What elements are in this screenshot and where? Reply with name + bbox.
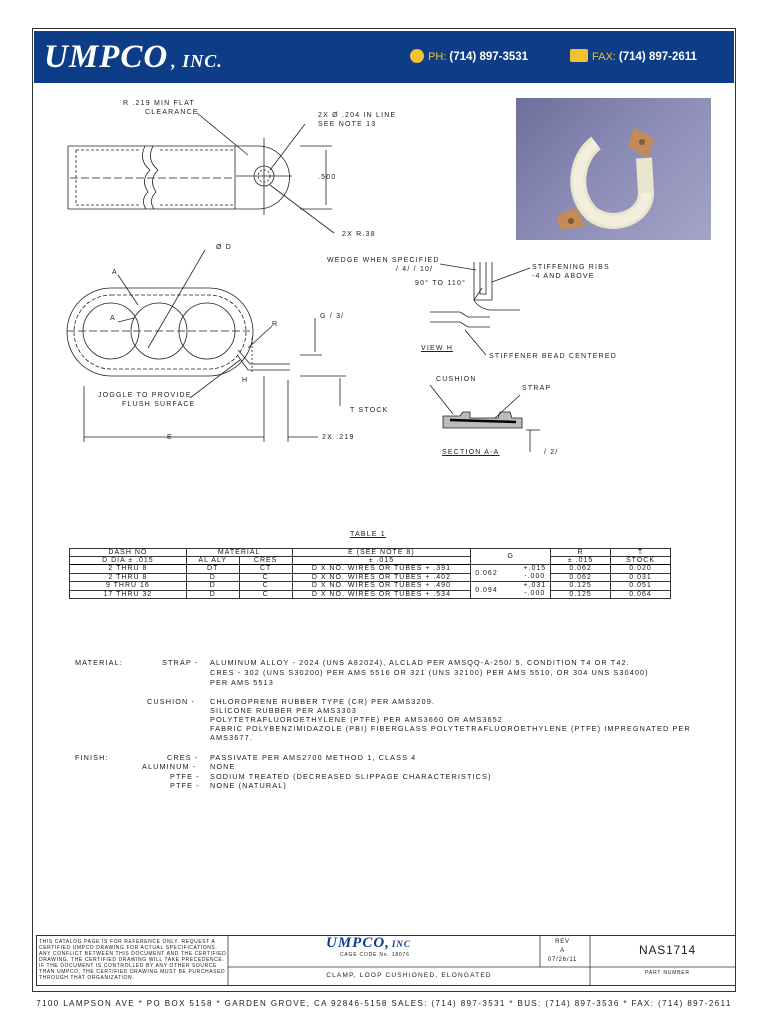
h-label: H bbox=[242, 377, 249, 384]
front-view bbox=[67, 250, 346, 442]
e219-label: 2X .219 bbox=[322, 434, 355, 441]
a-top-label: A bbox=[112, 269, 118, 276]
section-label: SECTION A-A bbox=[442, 449, 500, 456]
clearance-label: CLEARANCE bbox=[145, 109, 199, 116]
table-row: 2 THRU 8 D C D X NO. WIRES OR TUBES + .402 0.062 0.031 bbox=[70, 573, 671, 582]
disclaimer-text: THIS CATALOG PAGE IS FOR REFERENCE ONLY. REQUEST A CERTIFIED UMPCO DRAWING FOR ACTUAL SPECIFICATIONS. ANY CONFLICT BETWEEN THIS DOCUMENT AND THE CERTIFIED DRAWING, THE CERTIFIED DRAWING WILL TAKE PRECEDENCE. IF THE DOCUMENT IS CONTROLLED BY ANY OTHER SOURCE THAN UMPCO, THE CERTIFIED DRAWING MUST BE PURCHASED THROUGH THAT ORGANIZATION. bbox=[39, 939, 227, 981]
cushion-label: CUSHION bbox=[436, 376, 477, 383]
g-cell-1: 0.062 +.015 -.000 bbox=[471, 565, 551, 582]
ribs-label-2: -4 AND ABOVE bbox=[532, 273, 595, 280]
header-cres: CRES bbox=[239, 557, 292, 565]
see-note-label: SEE NOTE 13 bbox=[318, 121, 377, 128]
g-cell-2: 0.094 +.031 -.000 bbox=[471, 582, 551, 599]
e-label: E bbox=[167, 434, 173, 441]
top-view bbox=[68, 113, 337, 233]
part-title: CLAMP, LOOP CUSHIONED, ELONGATED bbox=[326, 972, 492, 979]
view-h bbox=[430, 262, 530, 355]
revision-block: REV A 07/26/11 bbox=[547, 939, 578, 963]
part-number: NAS1714 bbox=[639, 943, 696, 957]
spec-table bbox=[69, 548, 671, 599]
strap-label: STRAP bbox=[522, 385, 552, 392]
cage-code: CAGE CODE No. 18076 bbox=[340, 952, 410, 958]
a-bottom-label: A bbox=[110, 315, 116, 322]
joggle-label-2: FLUSH SURFACE bbox=[122, 401, 196, 408]
ribs-label-1: STIFFENING RIBS bbox=[532, 264, 610, 271]
header-dash: DASH NO bbox=[70, 549, 187, 557]
bead-label: STIFFENER BEAD CENTERED bbox=[489, 353, 617, 360]
material-heading: MATERIAL: bbox=[75, 658, 123, 667]
table-row: 2 THRU 8 DT CT D X NO. WIRES OR TUBES + .391 0.062 +.015 -.000 0.062 0.020 bbox=[70, 565, 671, 574]
header-r: R bbox=[551, 549, 611, 557]
footer-logo: UMPCO, INC bbox=[326, 935, 411, 951]
r-label: R bbox=[272, 321, 279, 328]
company-address: 7100 LAMPSON AVE * PO BOX 5158 * GARDEN GROVE, CA 92846-5158 SALES: (714) 897-3531 * BUS: (714) 897-3536 * FAX: (714) 897-2611 bbox=[36, 999, 732, 1008]
dim-500-label: .500 bbox=[318, 174, 337, 181]
wedge-label-2: / 4/ / 10/ bbox=[396, 266, 434, 273]
header-r-sub: ± .015 bbox=[551, 557, 611, 565]
table-row: 17 THRU 32 D C D X NO. WIRES OR TUBES + .534 0.125 0.064 bbox=[70, 590, 671, 599]
header-e-sub: ± .015 bbox=[292, 557, 471, 565]
view-h-label: VIEW H bbox=[421, 345, 454, 352]
part-number-label: PART NUMBER bbox=[645, 970, 690, 976]
t-stock-label: T STOCK bbox=[350, 407, 389, 414]
header-g: G bbox=[471, 549, 551, 565]
r38-label: 2X R.38 bbox=[342, 231, 376, 238]
phone-contact: PH: (714) 897-3531 bbox=[410, 49, 528, 64]
header-t-sub: STOCK bbox=[611, 557, 671, 565]
header-dash-sub: D DIA ± .015 bbox=[70, 557, 187, 565]
hole-label: 2X Ø .204 IN LINE bbox=[318, 112, 397, 119]
table-title: TABLE 1 bbox=[350, 531, 386, 538]
fax-contact: FAX: (714) 897-2611 bbox=[570, 49, 697, 64]
header-e: E (SEE NOTE 8) bbox=[292, 549, 471, 557]
header-t: T bbox=[611, 549, 671, 557]
strap-key: STRAP - bbox=[162, 658, 199, 667]
g-label: G / 3/ bbox=[320, 313, 345, 320]
finish-heading: FINISH: bbox=[75, 753, 109, 762]
header-material: MATERIAL bbox=[186, 549, 292, 557]
note-2-label: / 2/ bbox=[544, 449, 559, 456]
section-a-a bbox=[430, 385, 540, 452]
r219-label: R .219 MIN FLAT bbox=[123, 100, 195, 107]
cushion-key: CUSHION - bbox=[147, 697, 196, 706]
angle-label: 90° TO 110° bbox=[415, 280, 467, 287]
od-label: Ø D bbox=[216, 244, 233, 251]
table-row: 9 THRU 16 D C D X NO. WIRES OR TUBES + .490 0.094 +.031 -.000 0.125 0.051 bbox=[70, 582, 671, 591]
joggle-label-1: JOGGLE TO PROVIDE bbox=[98, 392, 192, 399]
wedge-label-1: WEDGE WHEN SPECIFIED bbox=[327, 257, 440, 264]
company-logo: UMPCO , INC. bbox=[44, 39, 223, 75]
header-al: AL ALY bbox=[186, 557, 239, 565]
